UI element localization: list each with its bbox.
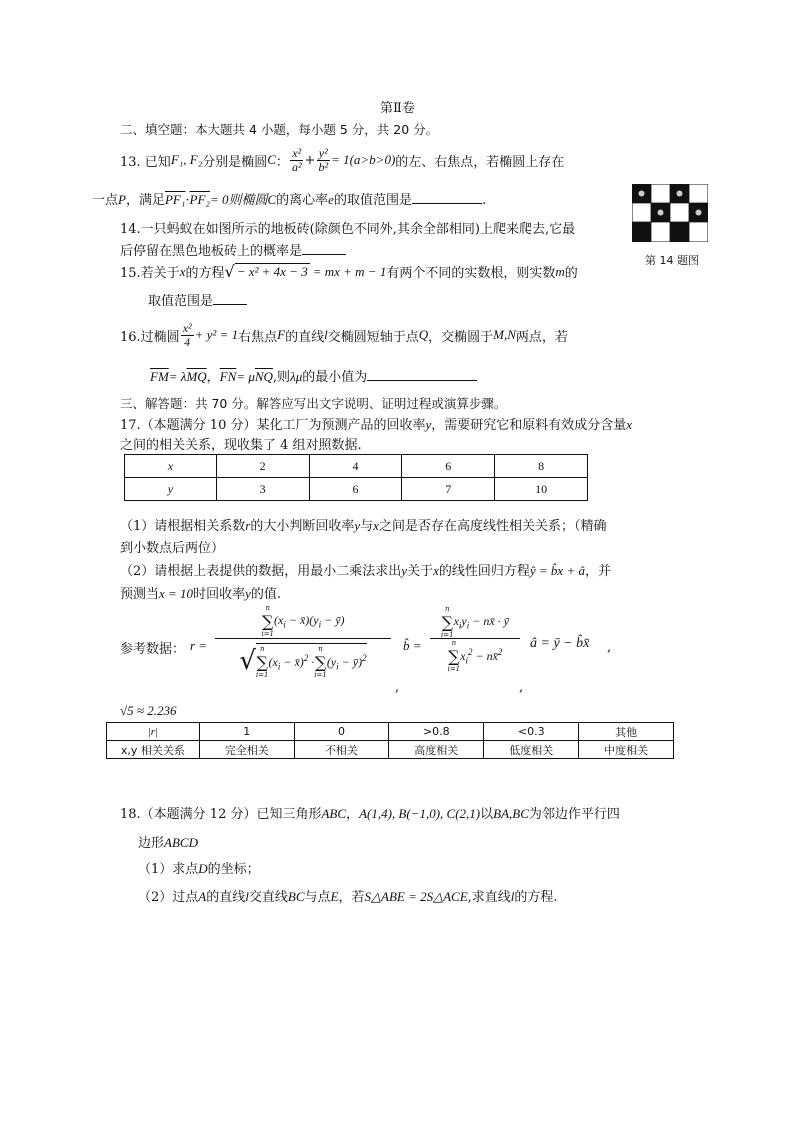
vector-fm: $\overline{FM}$ [150, 369, 169, 384]
q13-condition: = 1(a>b>0) [331, 152, 396, 167]
q13-line2: 一点 P ，满足 PF₁ · PF₂ = 0则椭圆 C 的离心率 e 的取值范围是 . [92, 192, 487, 208]
area-condition: S△ABE = 2S△ACE [364, 889, 468, 904]
q13-curve: C [267, 152, 276, 167]
reference-label: 参考数据： [120, 642, 186, 657]
table-cell: 10 [495, 478, 588, 501]
answer-blank [367, 380, 477, 381]
q18-part2: （2）过点 A 的直线 l 交直线 BC 与点 E ，若 S△ABE = 2S△ACE ,求直线 l 的方程. [138, 889, 558, 905]
table-cell: y [125, 478, 217, 501]
table-cell: 0 [294, 723, 389, 741]
r-formula [215, 604, 391, 683]
vector-pf2: PF₂ [189, 192, 210, 207]
table-cell: 2 [216, 455, 309, 478]
r-numerator: n ∑ i=1 ($x_i$ − $x̄)(y_i$ − ȳ) [261, 603, 345, 638]
q17-line2: 之间的相关关系，现收集了 4 组对照数据. [120, 438, 362, 453]
point-p: P [118, 192, 126, 207]
ant-icon [639, 191, 645, 197]
table-cell: |r| [107, 723, 200, 741]
q17-part2: （2）请根据上表提供的数据，用最小二乘法求出 y 关于 x 的线性回归方程 ŷ = b̂x + â ，并 [120, 563, 611, 579]
table-cell: 4 [309, 455, 402, 478]
answer-blank [302, 254, 346, 255]
vector-pf1: PF₁ [164, 192, 186, 207]
table-cell: 3 [216, 478, 309, 501]
section-fill-blank-heading: 二、填空题：本大题共 4 小题，每小题 5 分，共 20 分。 [120, 122, 439, 137]
table-cell: 高度相关 [389, 741, 484, 759]
table-cell: 6 [402, 455, 495, 478]
fraction-x2-4: $\frac{\text{x²}}{4}$ [182, 320, 192, 349]
section-solve-heading: 三、解答题：共 70 分。解答应写出文字说明、证明过程或演算步骤。 [120, 396, 507, 411]
sqrt5-approx: √5 ≈ 2.236 [120, 703, 177, 718]
table-cell: 完全相关 [199, 741, 294, 759]
answer-blank [412, 203, 482, 204]
floor-tile-figure [632, 184, 708, 242]
figure-caption: 第 14 题图 [645, 254, 699, 267]
sqrt-sign: √ [224, 262, 235, 281]
q14-line2: 后停留在黑色地板砖上的概率是 [120, 240, 346, 259]
table-cell: 8 [495, 455, 588, 478]
vector-mq: $\overline{MQ}$ [186, 369, 207, 384]
table-cell: 中度相关 [579, 741, 674, 759]
r-formula-label: r = [190, 638, 208, 653]
q15-line2: 取值范围是 [148, 290, 247, 309]
sqrt-sign: √ [239, 646, 256, 676]
b-formula-label: b̂ = [403, 638, 422, 653]
ant-icon [677, 191, 683, 197]
table-cell: 7 [402, 478, 495, 501]
table-cell: 低度相关 [484, 741, 579, 759]
black-tile [632, 222, 651, 242]
table-cell: 其他 [579, 723, 674, 741]
plus-sign: + [304, 152, 316, 168]
table-cell: 6 [309, 478, 402, 501]
q15-line1: 15.若关于 x 的方程 √ − x² + 4x − 3 = mx + m − 1 有两个不同的实数根，则实数 m 的 [120, 262, 578, 281]
fraction-y2-b2: $\frac{\text{y²}}{\text{b²}}$ [318, 145, 329, 174]
q13-text: 的左、右焦点，若椭圆上存在 [395, 154, 565, 170]
table-row [125, 478, 588, 501]
table-cell: x [125, 455, 217, 478]
r-denominator: √ n ∑ i=1 ($x_i$ − x̄)$^2$ · n ∑ i=1 ($y_i$ − ȳ)$^2$ [239, 645, 367, 679]
q17-line1: 17.（本题满分 10 分）某化工厂为预测产品的回收率 y ，需要研究它和原料有效成分含量 x [120, 417, 633, 433]
table-row [107, 723, 674, 741]
q16-line1: 16.过椭圆 $\frac{\text{x²}}{4}$ + y² = 1 右焦点 F 的直线 l 交椭圆短轴于点 Q ，交椭圆于 M,N 两点，若 [120, 320, 568, 349]
q18-line2: 边形 ABCD [138, 835, 198, 851]
table-row [107, 741, 674, 759]
q13-line1 [120, 143, 564, 177]
q13-foci: F₁, F₂ [170, 152, 203, 167]
q18-points: A(1,4), B(−1,0), C(2,1) [359, 806, 481, 821]
table-cell: 1 [199, 723, 294, 741]
ant-icon [658, 210, 664, 216]
q13-colon: ： [275, 154, 289, 170]
q17-part2-cont: 预测当 x = 10 时回收率 y 的值. [120, 586, 281, 602]
table-cell: x,y 相关关系 [107, 741, 200, 759]
table-cell: 不相关 [294, 741, 389, 759]
ant-icon [696, 210, 702, 216]
q18-line1: 18.（本题满分 12 分）已知三角形 ABC ， A(1,4), B(−1,0), C(2,1) 以 BA,BC 为邻边作平行四 [120, 806, 620, 822]
q17-part1-cont: 到小数点后两位） [120, 541, 225, 556]
reference-table [106, 722, 674, 759]
table-cell: <0.3 [484, 723, 579, 741]
q13-text: 13. 已知 [120, 154, 171, 170]
data-table [124, 454, 588, 501]
volume-heading: 第Ⅱ卷 [380, 101, 415, 116]
b-formula: n ∑ i=1 $x_iy_i$ − nx̄ · ȳ n ∑ i=1 $x_i^2$ − nx̄$^2$ [430, 606, 520, 673]
q17-part1: （1）请根据相关系数 r 的大小判断回收率 y 与 x 之间是否存在高度线性相关关系；（精确 [120, 518, 607, 534]
table-cell: >0.8 [389, 723, 484, 741]
answer-blank [213, 304, 247, 305]
q13-text: 分别是椭圆 [202, 154, 268, 170]
regression-equation: ŷ = b̂x + â [529, 563, 585, 578]
vector-fn: $\overline{FN}$ [219, 369, 237, 384]
fraction-x2-a2: $\frac{\text{x²}}{\text{a²}}$ [291, 145, 302, 174]
q16-line2: $\overline{FM}$ = λ $\overline{MQ}$ ， $\overline{FN}$ = μ $\overline{NQ}$ ,则 λμ 的最小值为 [150, 366, 477, 385]
a-formula: â = ȳ − b̂x̄ [530, 636, 590, 651]
q14-line1: 14.一只蚂蚁在如图所示的地板砖(除颜色不同外,其余全部相同)上爬来爬去,它最 [120, 222, 576, 237]
radicand: − x² + 4x − 3 [236, 264, 308, 279]
black-tile [670, 222, 689, 242]
q18-part1: （1）求点 D 的坐标； [138, 861, 260, 877]
vector-nq: $\overline{NQ}$ [254, 369, 273, 384]
table-row [125, 455, 588, 478]
